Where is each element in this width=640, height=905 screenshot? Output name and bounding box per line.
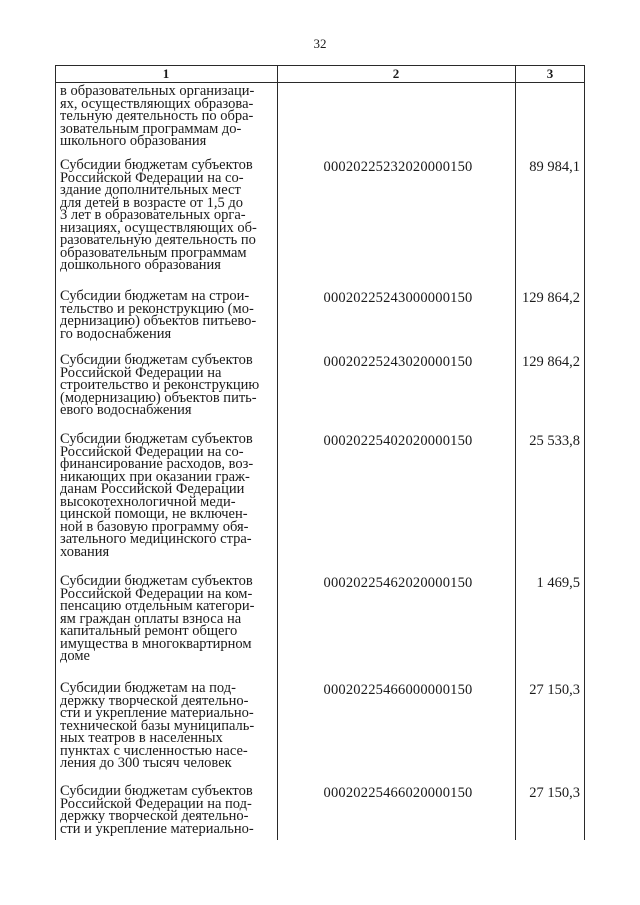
row-amount: 27 150,3 <box>529 682 580 698</box>
row-description: Субсидии бюджетам на под- держку творческой деятельно- сти и укрепление материально- технической базы муниципаль- ных театров в населенных пунктах с численностью насе- ления до 300 тысяч человек <box>60 680 255 771</box>
row-code: 00020225243000000150 <box>323 290 473 306</box>
column-header-2: 2 <box>392 66 400 81</box>
row-amount: 129 864,2 <box>522 290 580 306</box>
row-code: 00020225462020000150 <box>323 575 473 591</box>
row-code: 00020225232020000150 <box>323 159 473 175</box>
row-code: 00020225243020000150 <box>323 354 473 370</box>
table-left-border <box>55 65 56 840</box>
row-description: Субсидии бюджетам на строи- тельство и реконструкцию (мо- дернизацию) объектов питьево- го водоснабжения <box>60 288 257 342</box>
row-code: 00020225466000000150 <box>323 682 473 698</box>
column-divider-2 <box>515 65 516 840</box>
column-divider-1 <box>277 65 278 840</box>
row-description: Субсидии бюджетам субъектов Российской Федерации на со- финансирование расходов, воз- никающих при оказании граж- данам Российской Федерации высокотехнологичной меди- цинской помощи, не включен- ной в базовую программу обя- зательного медицинского стра- хования <box>60 431 254 560</box>
row-description: Субсидии бюджетам субъектов Российской Федерации на ком- пенсацию отдельным категори- ям граждан оплаты взноса на капитальный ремонт общего имущества в многоквартирном доме <box>60 573 255 664</box>
page-number: 32 <box>313 36 327 51</box>
table-right-border <box>584 65 585 840</box>
budget-table <box>55 65 585 840</box>
row-description: Субсидии бюджетам субъектов Российской Федерации на строительство и реконструкцию (модернизацию) объектов пить- евого водоснабжения <box>60 352 260 418</box>
row-amount: 1 469,5 <box>536 575 580 591</box>
row-code: 00020225402020000150 <box>323 433 473 449</box>
row-description: Субсидии бюджетам субъектов Российской Федерации на со- здание дополнительных мест для детей в возрасте от 1,5 до 3 лет в образовательных орга- низациях, осуществляющих об- разовательную деятельность по образовательным программам дошкольного образования <box>60 157 257 273</box>
row-amount: 129 864,2 <box>522 354 580 370</box>
column-header-1: 1 <box>162 66 170 81</box>
row-amount: 25 533,8 <box>529 433 580 449</box>
row-description: в образовательных организаци- ях, осуществляющих образова- тельную деятельность по обра- зовательным программам до- школьного образования <box>60 83 255 149</box>
row-amount: 27 150,3 <box>529 785 580 801</box>
row-description: Субсидии бюджетам субъектов Российской Федерации на под- держку творческой деятельно- сти и укрепление материально- <box>60 783 254 837</box>
row-code: 00020225466020000150 <box>323 785 473 801</box>
row-amount: 89 984,1 <box>529 159 580 175</box>
column-header-3: 3 <box>546 66 554 81</box>
